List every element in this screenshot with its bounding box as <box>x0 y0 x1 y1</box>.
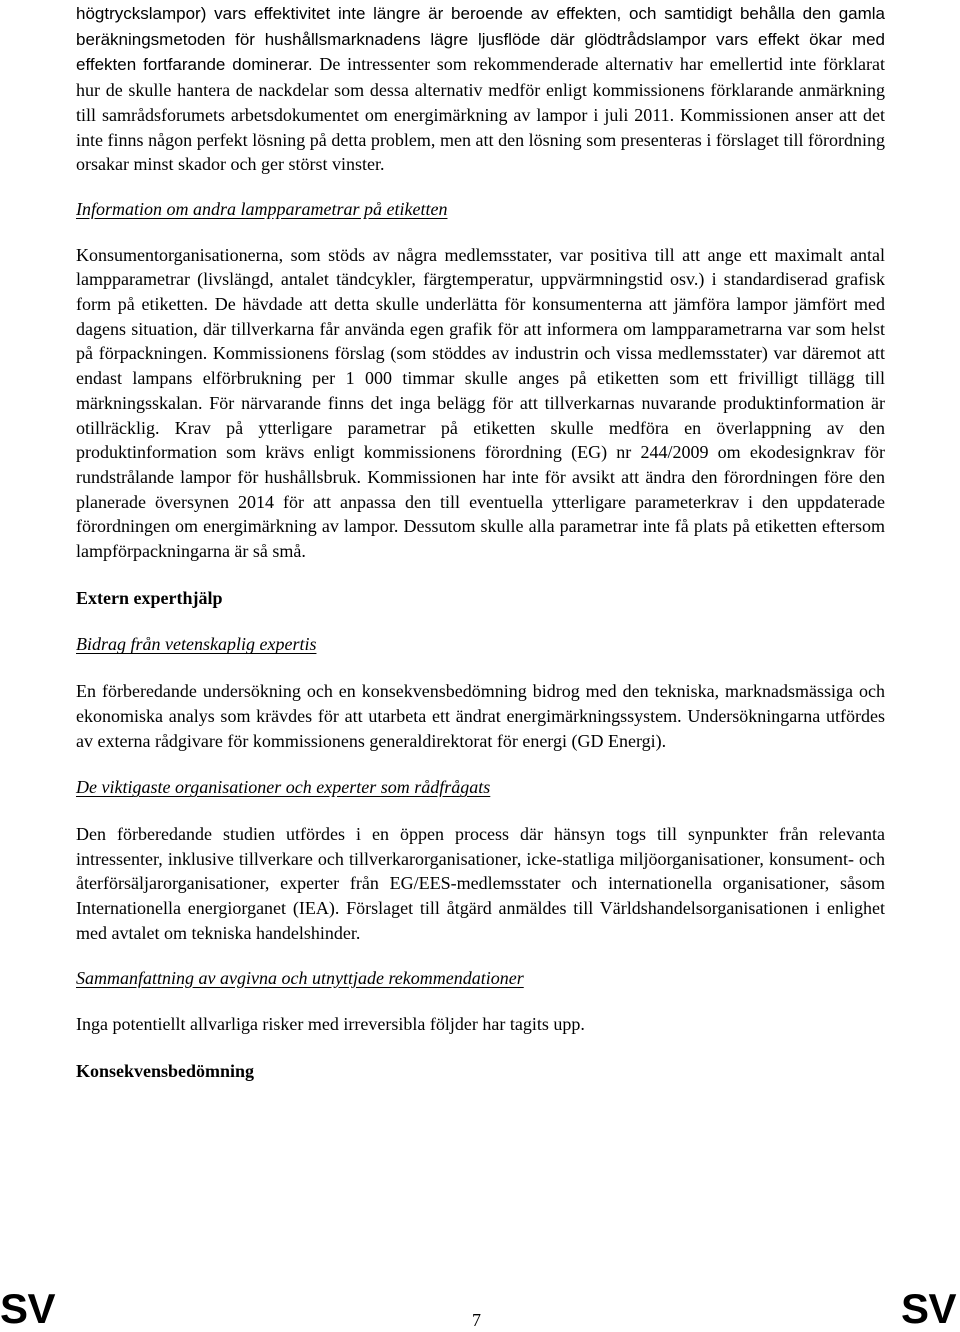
footer-page-number: 7 <box>472 1310 481 1330</box>
heading-external-expertise: Extern experthjälp <box>76 587 223 608</box>
heading-impact-assessment: Konsekvensbedömning <box>76 1060 255 1081</box>
footer-language-code-left: SV <box>0 1285 56 1332</box>
heading-scientific-expertise: Bidrag från vetenskaplig expertis <box>76 634 317 655</box>
paragraph-lamp-efficiency-part2: De intressenter som rekommenderade alternativ har emellertid inte förklarat hur de skulle hantera de nackdelar som dessa alternativ medför enligt kommissionens förklarande anmärkning till samrådsforumets arbetsdokumentet om energimärkning av lampor i juli 2011. Kommissionen anser att det inte finns någon perfekt lösning på detta problem, men att den lösning som presenteras i förslaget till förordning orsakar minst skador och ger störst vinster. <box>76 54 885 175</box>
paragraph-consumer-organisations: Konsumentorganisationerna, som stöds av några medlemsstater, var positiva till att ange ett maximalt antal lampparametrar (livslängd, antalet tändcykler, färgtemperatur, uppvärmningstid osv.) i standardiserad grafisk form på etiketten. De hävdade att detta skulle underlätta för konsumenterna att jämföra lampor jämfört med dagens situation, där tillverkarna får använda egen grafik för att informera om lampparametrarna var som helst på förpackningen. Kommissionens förslag (som stöddes av industrin och vissa medlemsstater) var däremot att endast lampans elförbrukning per 1 000 timmar skulle anges på etiketten som ett frivilligt tillägg till märkningsskalan. För närvarande finns det inga belägg för att tillverkarnas nuvarande produktinformation är otillräcklig. Krav på ytterligare parametrar på etiketten skulle medföra en överlappning av den produktinformation som krävs enligt kommissionens förordning (EG) nr 244/2009 om ekodesignkrav för rundstrålande lampor för hushållsbruk. Kommissionen har inte för avsikt att ändra den förordningen före den planerade översynen 2014 för att anpassa den till eventuella ytterligare parameterkrav i den uppdaterade förordningen om energimärkning av lampor. Dessutom skulle alla parametrar inte få plats på etiketten eftersom lampförpackningarna är så små. <box>76 244 885 562</box>
paragraph-open-process: Den förberedande studien utfördes i en öppen process där hänsyn togs till synpunkter från relevanta intressenter, inklusive tillverkare och tillverkarorganisationer, icke-statliga miljöorganisationer, konsument- och återförsäljarorganisationer, experter från EG/EES-medlemsstater och internationella organisationer, såsom Internationella energiorganet (IEA). Förslaget till åtgärd anmäldes till Världshandelsorganisationen i enlighet med avtalet om tekniska handelshinder. <box>76 823 885 943</box>
heading-consulted-organisations: De viktigaste organisationer och experter som rådfrågats <box>76 777 491 798</box>
paragraph-preparatory-study: En förberedande undersökning och en konsekvensbedömning bidrog med den tekniska, marknadsmässiga och ekonomiska analys som krävdes för att utarbeta ett ändrat energimärkningssystem. Undersökningarna utfördes av externa rådgivare för kommissionens generaldirektorat för energi (GD Energi). <box>76 681 885 751</box>
paragraph-lamp-efficiency-part1: högtryckslampor) vars effektivitet inte längre är beroende av effekten, och samtidigt behålla den gamla beräkningsmetoden för hushållsmarknadens lägre ljusflöde där glödtrådslampor vars effekt ökar med effekten fortfarande dominerar. <box>76 4 885 75</box>
document-body <box>76 0 885 1084</box>
heading-information-lamp-parameters: Information om andra lampparametrar på etiketten <box>76 198 448 219</box>
paragraph-no-serious-risks: Inga potentiellt allvarliga risker med irreversibla följder har tagits upp. <box>76 1014 585 1035</box>
heading-recommendations-summary: Sammanfattning av avgivna och utnyttjade rekommendationer <box>76 967 524 988</box>
paragraph-lamp-efficiency <box>76 1 885 177</box>
footer-language-code-right: SV <box>900 1285 956 1332</box>
